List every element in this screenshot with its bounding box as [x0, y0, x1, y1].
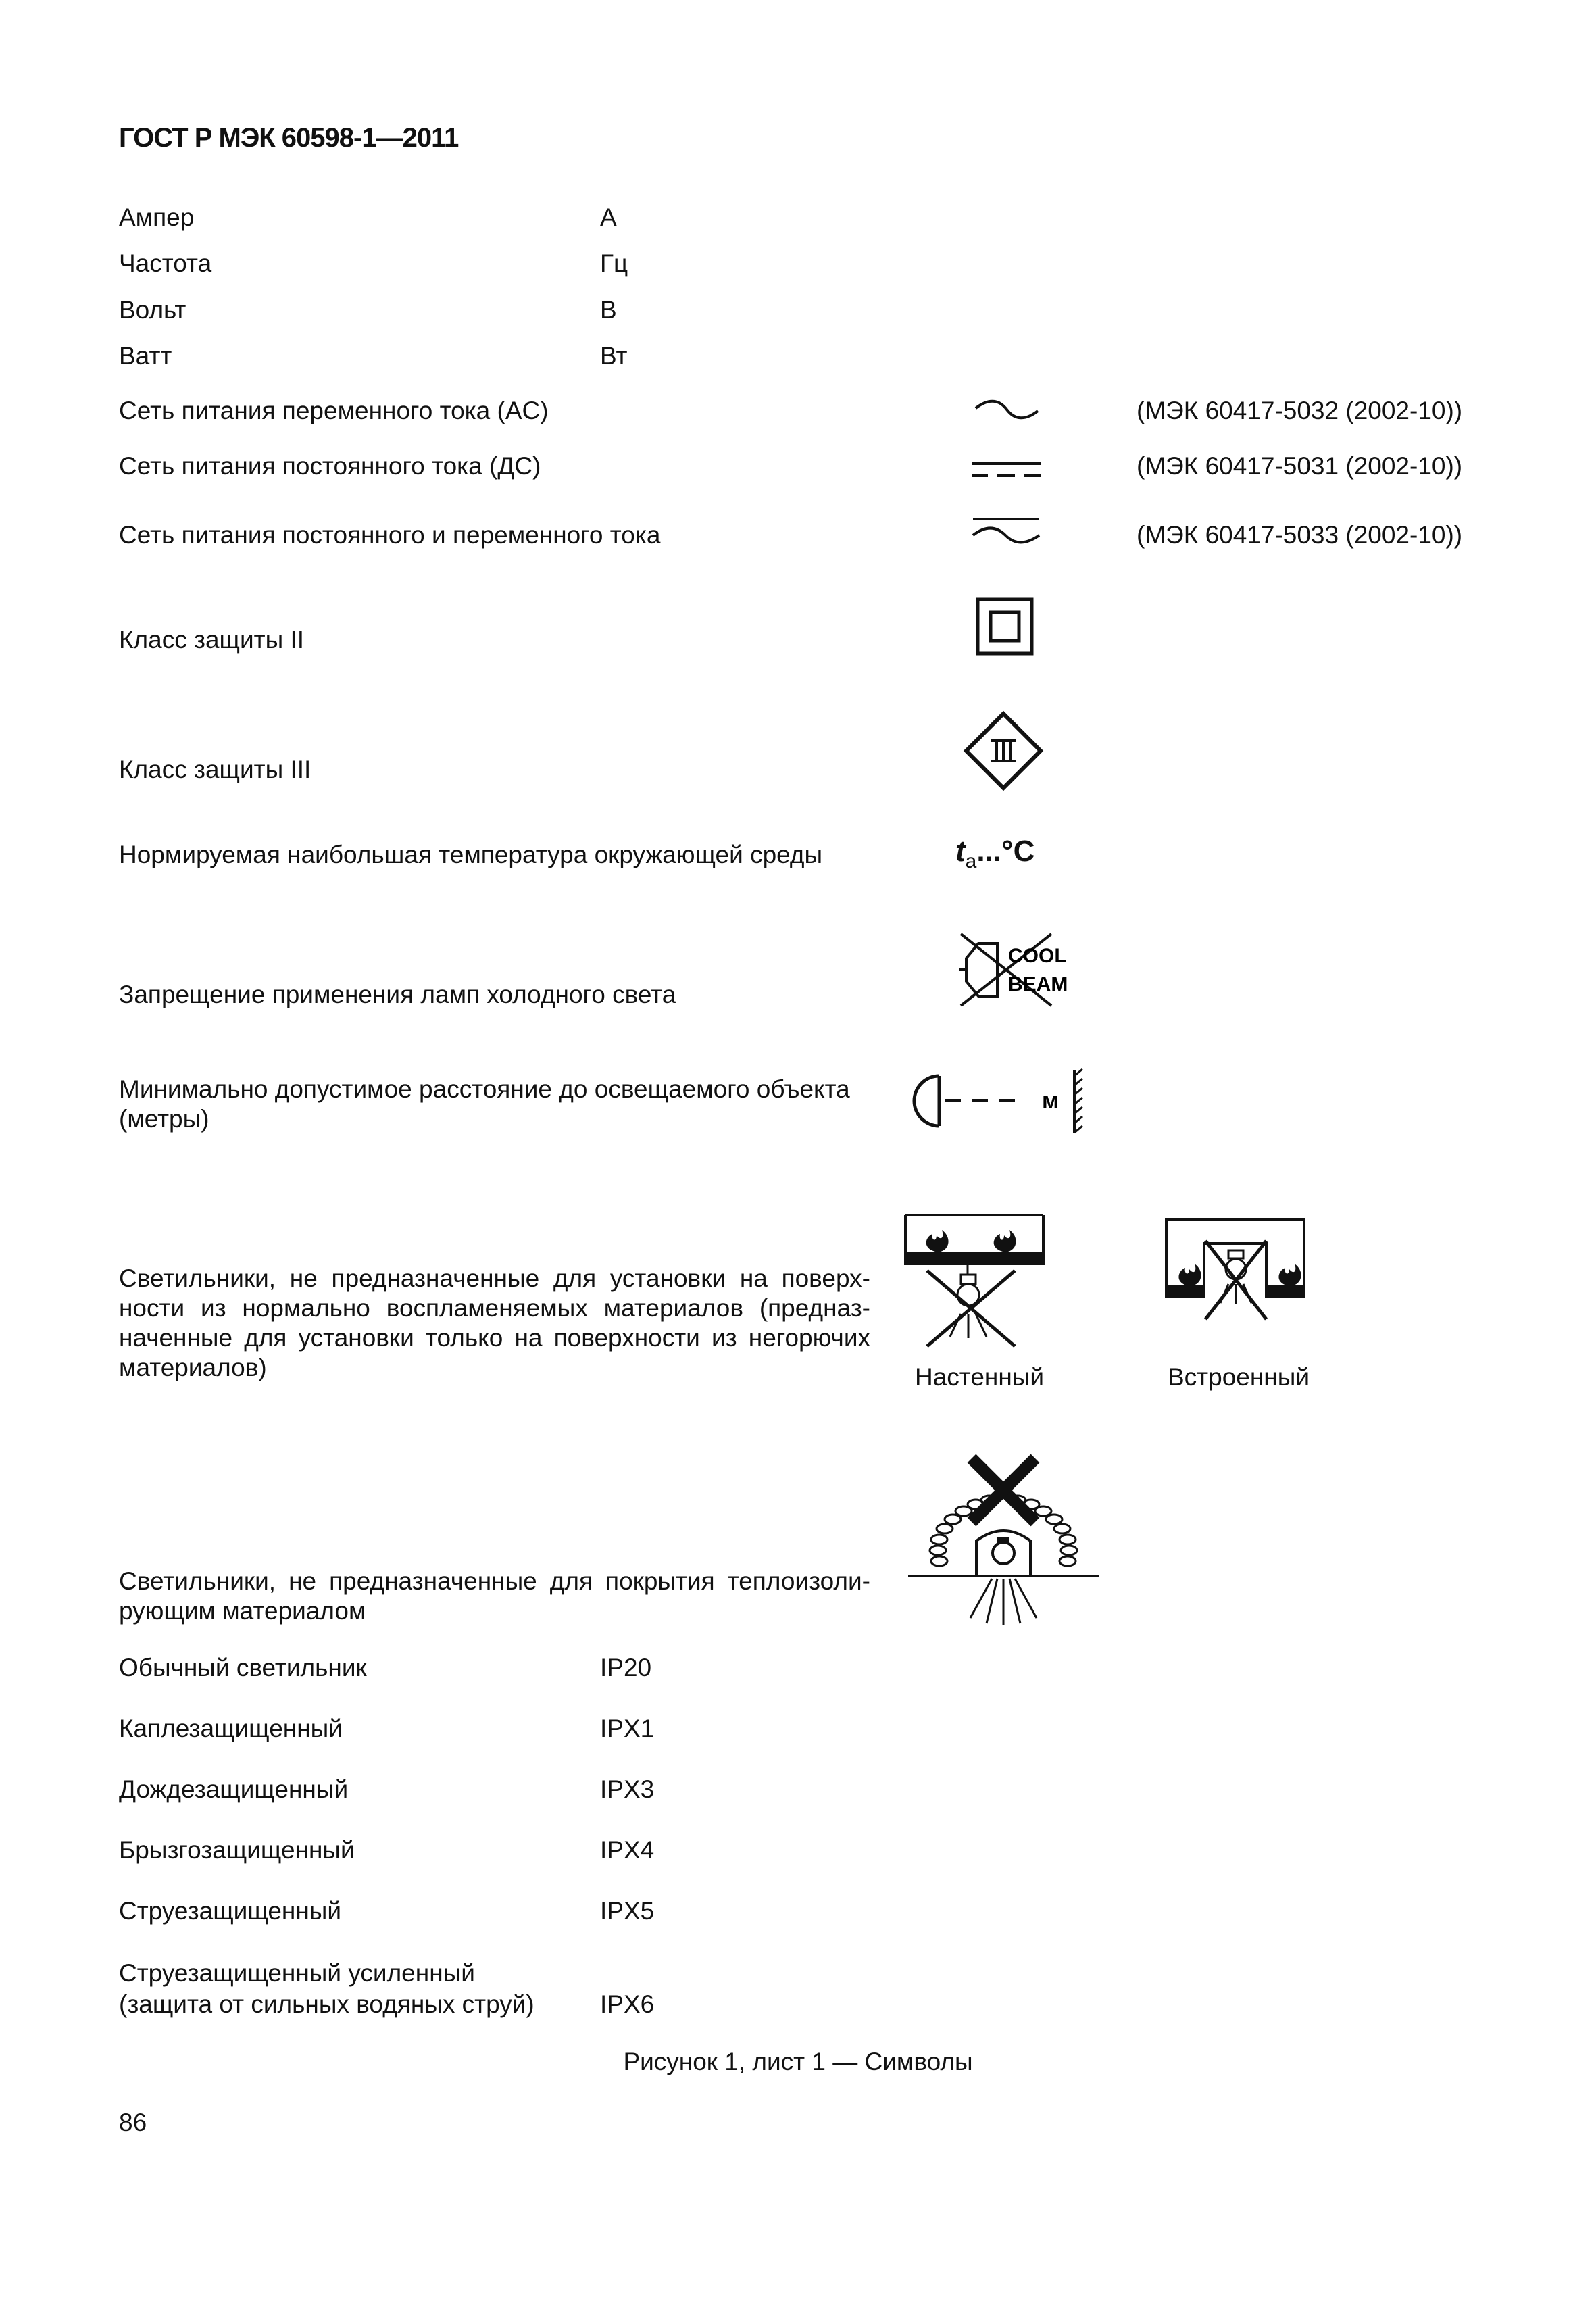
ip-code: IPX5: [600, 1897, 655, 1925]
ip-label-line2: (защита от сильных водяных струй): [119, 1990, 534, 2018]
flammable-line: материалов): [119, 1354, 267, 1381]
supply-label: Сеть питания постоянного и переменного тока: [119, 521, 661, 549]
iec-reference: (МЭК 60417-5033 (2002-10)): [1137, 521, 1463, 549]
ip-code: IP20: [600, 1654, 652, 1681]
unit-symbol: Вт: [600, 342, 628, 370]
document-header: ГОСТ Р МЭК 60598-1—2011: [119, 123, 459, 153]
ambient-temperature-symbol: [955, 834, 1034, 879]
class-2-icon: [976, 597, 1034, 656]
flammable-line: ности из нормально воспламеняемых материалов (предназ-: [119, 1294, 870, 1322]
distance-label-line1: Минимально допустимое расстояние до освещаемого объекта: [119, 1075, 850, 1103]
ip-label: Обычный светильник: [119, 1654, 367, 1681]
insulation-line: рующим материалом: [119, 1597, 366, 1625]
class-3-label: Класс защиты III: [119, 756, 311, 783]
class-3-icon: [964, 711, 1043, 791]
ip-label: Брызгозащищенный: [119, 1836, 355, 1864]
unit-name: Ампер: [119, 203, 195, 231]
ip-label: Дождезащищенный: [119, 1775, 349, 1803]
temperature-label: Нормируемая наибольшая температура окружающей среды: [119, 841, 823, 868]
ac-icon: [973, 397, 1041, 424]
temperature-sub: a: [965, 850, 977, 872]
ip-code: IPX4: [600, 1836, 655, 1864]
unit-name: Ватт: [119, 342, 172, 370]
distance-label-line2: (метры): [119, 1105, 209, 1133]
supply-label: Сеть питания переменного тока (AC): [119, 397, 549, 424]
ip-code: IPX1: [600, 1715, 655, 1742]
temperature-t: t: [955, 835, 966, 868]
unit-symbol: Гц: [600, 249, 628, 277]
min-distance-icon: [924, 1068, 1093, 1135]
unit-symbol: В: [600, 296, 617, 324]
unit-name: Частота: [119, 249, 212, 277]
recessed-not-flammable-icon: [1164, 1216, 1307, 1322]
cool-beam-prohibited-icon: [951, 929, 1068, 1010]
flammable-description: [119, 1264, 870, 1383]
unit-symbol: А: [600, 203, 617, 231]
temperature-unit: ...°C: [976, 835, 1035, 868]
wall-mounted-label: Настенный: [915, 1363, 1045, 1391]
meter-unit: м: [1042, 1088, 1059, 1114]
dc-icon: [970, 458, 1042, 481]
unit-name: Вольт: [119, 296, 186, 324]
ip-label: Струезащищенный: [119, 1897, 342, 1925]
class-2-label: Класс защиты II: [119, 626, 305, 654]
insulation-description: [119, 1567, 870, 1626]
cool-word: COOL: [1008, 945, 1067, 967]
ac-dc-icon: [970, 514, 1042, 547]
supply-label: Сеть питания постоянного тока (ДС): [119, 452, 541, 480]
no-thermal-insulation-icon: [905, 1453, 1101, 1629]
page-number: 86: [119, 2109, 147, 2136]
iec-reference: (МЭК 60417-5032 (2002-10)): [1137, 397, 1463, 424]
flammable-line: наченные для установки только на поверхности из негорючих: [119, 1324, 870, 1352]
recessed-label: Встроенный: [1168, 1363, 1310, 1391]
ip-code: IPX6: [600, 1990, 655, 2018]
insulation-line: Светильники, не предназначенные для покрытия теплоизоли-: [119, 1567, 870, 1595]
wall-mounted-not-flammable-icon: [903, 1214, 1046, 1349]
ip-label-line1: Струезащищенный усиленный: [119, 1959, 475, 1987]
ip-label: Каплезащищенный: [119, 1715, 343, 1742]
figure-caption: Рисунок 1, лист 1 — Символы: [623, 2048, 973, 2075]
iec-reference: (МЭК 60417-5031 (2002-10)): [1137, 452, 1463, 480]
beam-word: BEAM: [1008, 973, 1068, 995]
ip-code: IPX3: [600, 1775, 655, 1803]
flammable-line: Светильники, не предназначенные для установки на поверх-: [119, 1264, 870, 1292]
cool-beam-label: Запрещение применения ламп холодного света: [119, 981, 676, 1008]
